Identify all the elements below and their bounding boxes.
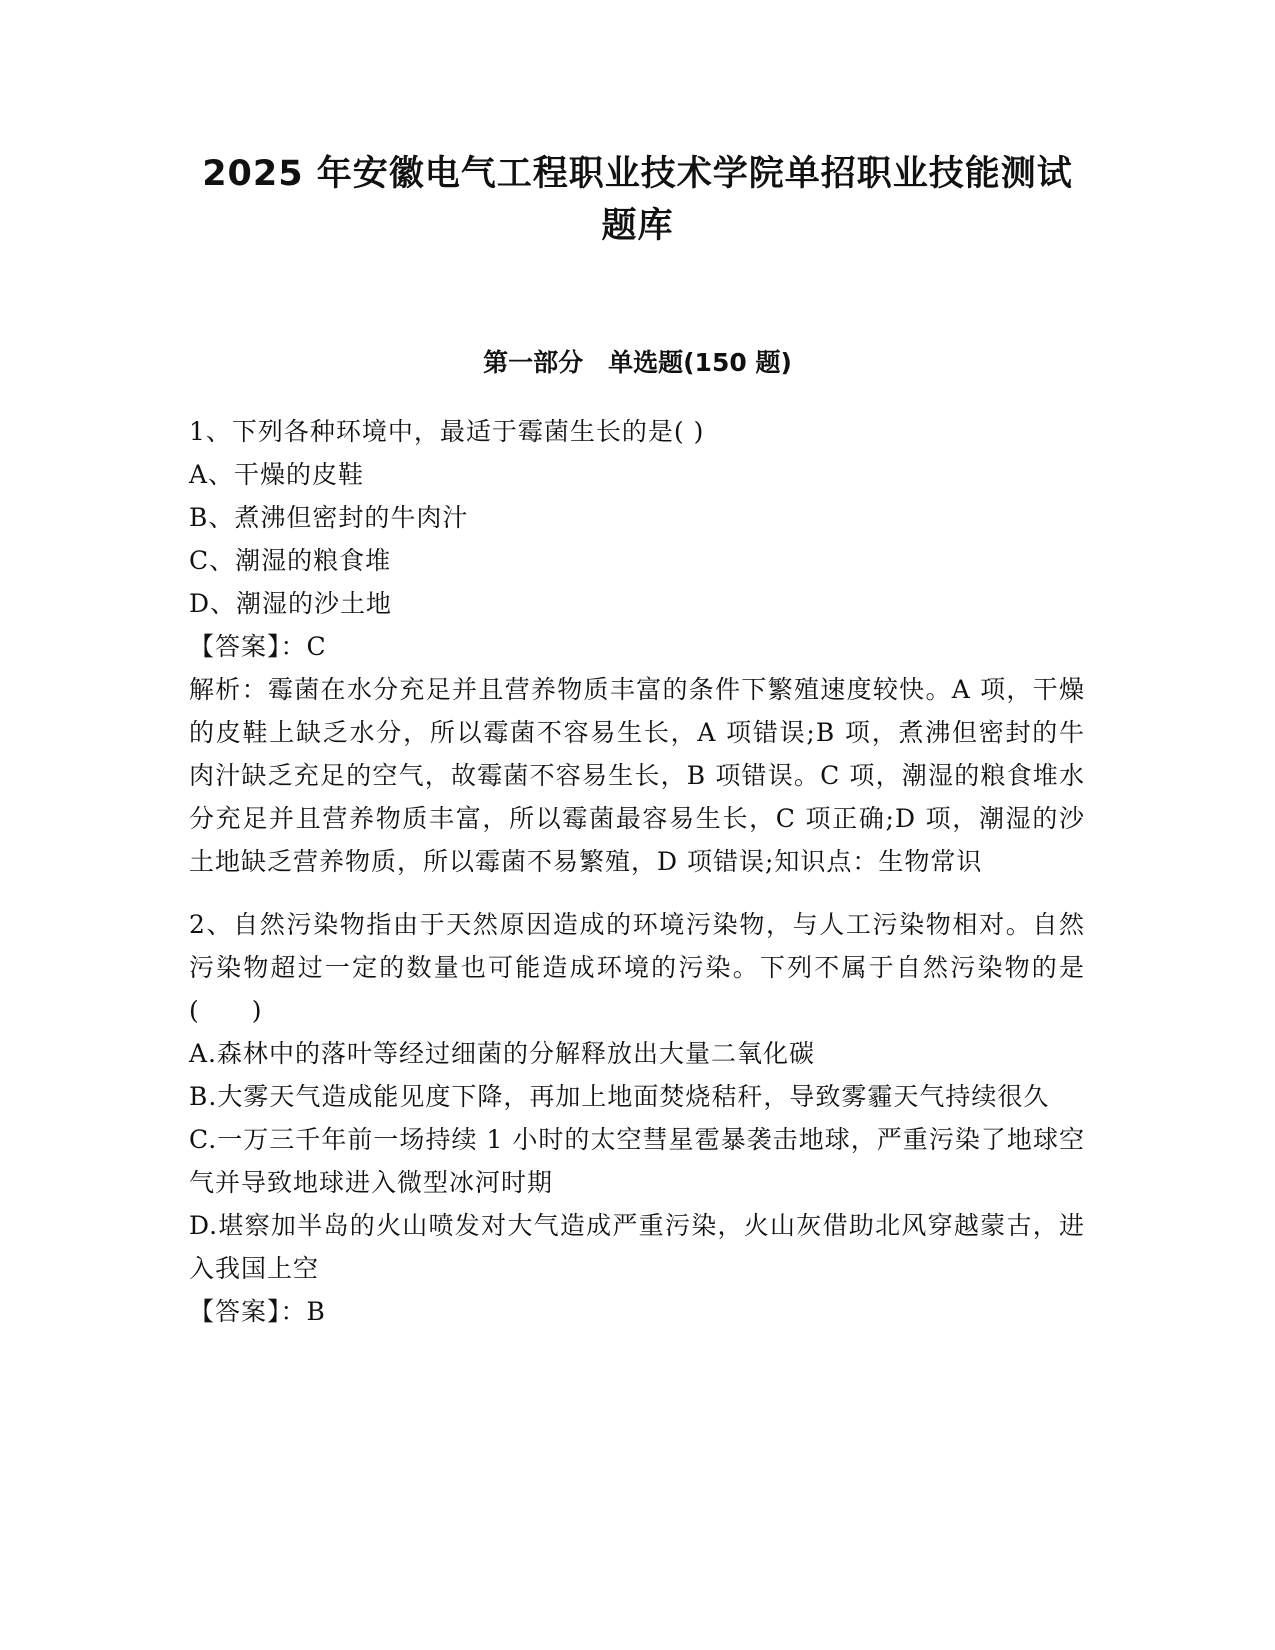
question-stem: 2、自然污染物指由于天然原因造成的环境污染物，与人工污染物相对。自然污染物超过一定的数量也可能造成环境的污染。下列不属于自然污染物的是( )	[189, 910, 1085, 1025]
option-b: B、煮沸但密封的牛肉汁	[189, 503, 469, 532]
option-b: B.大雾天气造成能见度下降，再加上地面焚烧秸秆，导致雾霾天气持续很久	[189, 1082, 1050, 1111]
explanation: 解析：霉菌在水分充足并且营养物质丰富的条件下繁殖速度较快。A 项，干燥的皮鞋上缺乏水分，所以霉菌不容易生长，A 项错误;B 项，煮沸但密封的牛肉汁缺乏充足的空气，故霉菌不容易生长，B 项错误。C 项，潮湿的粮食堆水分充足并且营养物质丰富，所以霉菌最容易生长，C 项正确;D 项，潮湿的沙土地缺乏营养物质，所以霉菌不易繁殖，D 项错误;知识点：生物常识	[189, 675, 1085, 876]
option-a: A.森林中的落叶等经过细菌的分解释放出大量二氧化碳	[189, 1039, 816, 1068]
document-title-line-1: 2025 年安徽电气工程职业技术学院单招职业技能测试	[202, 154, 1073, 194]
question-2	[189, 903, 1085, 1333]
answer: 【答案】：B	[189, 1297, 326, 1326]
option-d: D、潮湿的沙土地	[189, 589, 393, 618]
option-c: C.一万三千年前一场持续 1 小时的太空彗星雹暴袭击地球，严重污染了地球空气并导致地球进入微型冰河时期	[189, 1125, 1085, 1197]
option-c: C、潮湿的粮食堆	[189, 546, 392, 575]
document-title-line-2: 题库	[601, 206, 674, 246]
question-stem: 1、下列各种环境中，最适于霉菌生长的是( )	[189, 417, 705, 446]
question-1	[189, 410, 1085, 883]
option-d: D.堪察加半岛的火山喷发对大气造成严重污染，火山灰借助北风穿越蒙古，进入我国上空	[189, 1211, 1085, 1283]
section-heading: 第一部分 单选题(150 题)	[483, 348, 792, 377]
question-list	[189, 410, 1085, 1333]
answer: 【答案】：C	[189, 632, 327, 661]
document-title	[150, 148, 1125, 252]
option-a: A、干燥的皮鞋	[189, 460, 365, 489]
question-spacer	[189, 883, 1085, 903]
